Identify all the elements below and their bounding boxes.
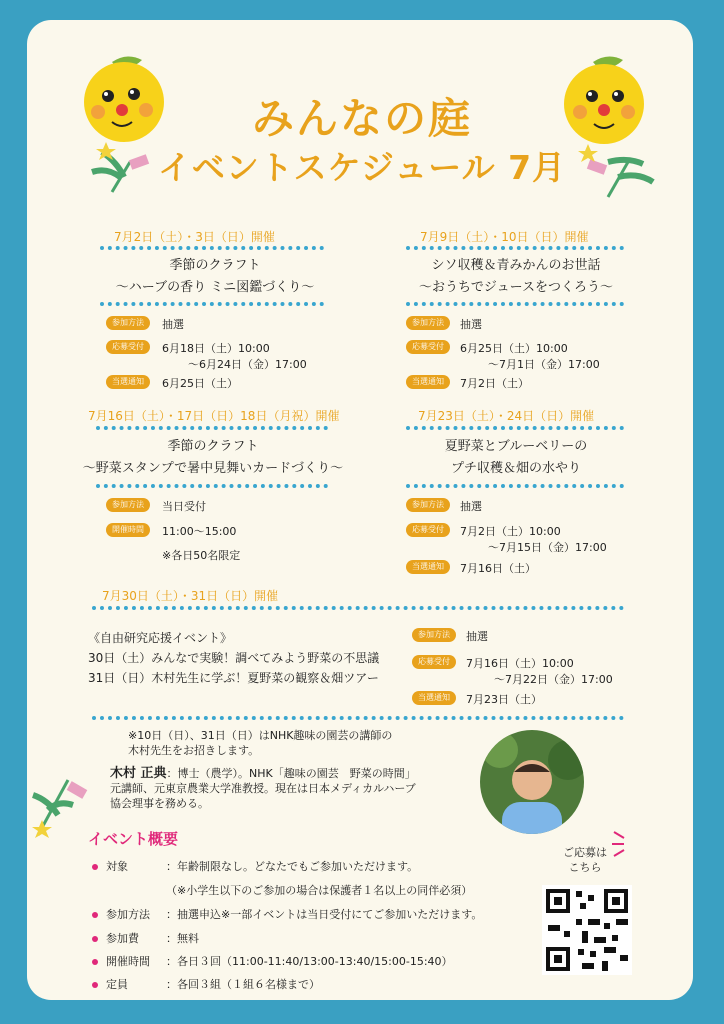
tag-participation: 参加方法 [106, 498, 150, 512]
dotted-divider [96, 484, 328, 488]
dotted-divider [96, 426, 328, 430]
overview-label: 参加費 [106, 932, 139, 945]
bullet-icon [92, 912, 98, 918]
tag-application: 応募受付 [406, 523, 450, 537]
event-title: 季節のクラフト ～ハーブの香り ミニ図鑑づくり～ [115, 258, 315, 295]
value-application: 6月18日（土）10:00 [162, 342, 270, 355]
dotted-divider [406, 302, 624, 306]
qr-caption: ご応募は こちら [563, 846, 607, 874]
tag-participation: 参加方法 [406, 316, 450, 330]
overview-label: 定員 [106, 978, 128, 991]
event-date: 7月16日（土）・17日（日）18日（月祝）開催 [88, 409, 340, 423]
dotted-divider [100, 302, 324, 306]
value-application-end: ～7月22日（金）17:00 [494, 673, 613, 686]
tag-participation: 参加方法 [406, 498, 450, 512]
value-notification: 6月25日（土） [162, 377, 238, 390]
bullet-icon [92, 982, 98, 988]
dotted-divider [92, 716, 624, 720]
page-subtitle: イベントスケジュール 7月 [157, 148, 567, 187]
lecturer-name: 木村 正典 [110, 766, 167, 781]
tag-participation: 参加方法 [106, 316, 150, 330]
event-title: 季節のクラフト ～野菜スタンプで暑中見舞いカードづくり～ [82, 439, 344, 476]
value-application-end: ～6月24日（金）17:00 [188, 358, 307, 371]
overview-heading: イベント概要 [88, 830, 179, 848]
dotted-divider [406, 246, 624, 250]
tag-participation: 参加方法 [412, 628, 456, 642]
tag-application: 応募受付 [406, 340, 450, 354]
value-participation: 当日受付 [162, 500, 206, 513]
overview-value: ：抽選申込※一部イベントは当日受付にてご参加いただけます。 [166, 908, 483, 921]
lecturer-intro: ※10日（日）、31日（日）はNHK趣味の園芸の講師の 木村先生をお招きします。 [128, 729, 393, 757]
event-title: シソ収穫＆青みかんのお世話 ～おうちでジュースをつくろう～ [419, 258, 613, 295]
lecturer-photo [480, 730, 584, 834]
event-note: ※各日50名限定 [162, 549, 241, 562]
value-application-end: ～7月1日（金）17:00 [488, 358, 600, 371]
value-application: 7月16日（土）10:00 [466, 657, 574, 670]
event-title: 夏野菜とブルーベリーの プチ収穫＆畑の水やり [444, 439, 588, 476]
event-date: 7月23日（土）・24日（日）開催 [418, 409, 595, 423]
tag-notification: 当選通知 [406, 560, 450, 574]
overview-label: 参加方法 [106, 908, 150, 921]
value-participation: 抽選 [460, 500, 482, 513]
value-application: 7月2日（土）10:00 [460, 525, 561, 538]
tag-application: 応募受付 [106, 340, 150, 354]
event-date: 7月2日（土）・3日（日）開催 [114, 230, 275, 244]
sparkle-lines-icon [610, 828, 640, 858]
value-hours: 11:00～15:00 [162, 525, 237, 538]
value-participation: 抽選 [466, 630, 488, 643]
dotted-divider [406, 484, 624, 488]
value-participation: 抽選 [460, 318, 482, 331]
qr-code-icon[interactable] [542, 885, 632, 975]
bullet-icon [92, 959, 98, 965]
dotted-divider [100, 246, 324, 250]
tag-notification: 当選通知 [106, 375, 150, 389]
lecturer-bio: 木村 正典：博士（農学）。NHK「趣味の園芸 野菜の時間」 元講師、元東京農業大学准教授。現在は日本メディカルハーブ 協会理事を務める。 [110, 766, 416, 810]
overview-value: ：各回３組（１組６名様まで） [166, 978, 320, 991]
overview-value: ：年齢制限なし。どなたでもご参加いただけます。 [166, 860, 419, 873]
overview-label: 開催時間 [106, 955, 150, 968]
tag-notification: 当選通知 [406, 375, 450, 389]
dotted-divider [92, 606, 624, 610]
overview-value: ：各日３回（11:00-11:40/13:00-13:40/15:00-15:40） [166, 955, 453, 968]
bullet-icon [92, 936, 98, 942]
value-application-end: ～7月15日（金）17:00 [488, 541, 607, 554]
tag-hours: 開催時間 [106, 523, 150, 537]
event-title: 《自由研究応援イベント》 30日（土）みんなで実験！調べてみよう野菜の不思議 31日（日）木村先生に学ぶ！夏野菜の観察＆畑ツアー [88, 631, 380, 685]
tag-application: 応募受付 [412, 655, 456, 669]
tag-notification: 当選通知 [412, 691, 456, 705]
event-date: 7月9日（土）・10日（日）開催 [420, 230, 589, 244]
value-participation: 抽選 [162, 318, 184, 331]
overview-value: （※小学生以下のご参加の場合は保護者１名以上の同伴必須） [166, 884, 473, 897]
bullet-icon [92, 864, 98, 870]
overview-value: ：無料 [166, 932, 199, 945]
value-notification: 7月16日（土） [460, 562, 536, 575]
overview-label: 対象 [106, 860, 128, 873]
value-notification: 7月2日（土） [460, 377, 529, 390]
value-application: 6月25日（土）10:00 [460, 342, 568, 355]
value-notification: 7月23日（土） [466, 693, 542, 706]
dotted-divider [406, 426, 624, 430]
page-title: みんなの庭 [251, 94, 472, 143]
event-date: 7月30日（土）・31日（日）開催 [102, 589, 279, 603]
